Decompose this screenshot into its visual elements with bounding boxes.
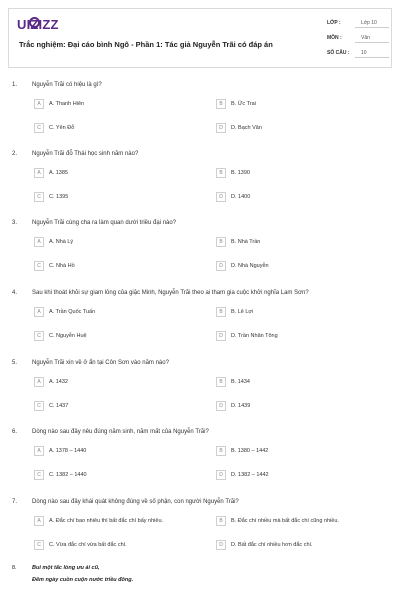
logo-q-icon xyxy=(29,17,40,28)
option-letter-box: D xyxy=(216,123,226,133)
question-5: 5. Nguyễn Trãi xin về ở ẩn tại Côn Sơn vào năm nào? A A. 1432 B B. 1434 C C. 1437 D D. 1439 xyxy=(12,358,392,412)
question-text: Sau khi thoát khỏi sự giam lỏng của giặc Minh, Nguyễn Trãi theo ai tham gia cuộc khởi nghĩa Lam Sơn? xyxy=(32,290,309,296)
option-letter-box: B xyxy=(216,307,226,317)
option-d[interactable]: D D. Bất đắc chí nhiều hơn đắc chí. xyxy=(216,539,380,551)
question-6: 6. Dòng nào sau đây nêu đúng năm sinh, năm mất của Nguyễn Trãi? A A. 1378 – 1440 B B. 1380 – 1442 C C. 1382 – 1440 D D. 1382 – 1442 xyxy=(12,427,392,481)
option-letter-box: D xyxy=(216,261,226,271)
option-letter-box: A xyxy=(34,307,44,317)
option-d[interactable]: D D. 1400 xyxy=(216,191,380,203)
option-c[interactable]: C C. 1437 xyxy=(34,400,216,412)
option-a[interactable]: A A. 1378 – 1440 xyxy=(34,445,216,457)
option-a[interactable]: A A. Thanh Hiên xyxy=(34,98,216,110)
option-letter-box: A xyxy=(34,237,44,247)
option-c[interactable]: C C. Yên Đỗ xyxy=(34,122,216,134)
option-letter-box: C xyxy=(34,331,44,341)
option-b[interactable]: B B. Đắc chí nhiều mà bất đắc chí cũng nhiều. xyxy=(216,515,380,527)
option-b[interactable]: B B. Lê Lợi xyxy=(216,306,380,318)
option-b[interactable]: B B. 1434 xyxy=(216,376,380,388)
option-letter-box: C xyxy=(34,192,44,202)
option-a[interactable]: A A. Nhà Lý xyxy=(34,236,216,248)
option-d[interactable]: D D. Bạch Vân xyxy=(216,122,380,134)
option-b[interactable]: B B. 1380 – 1442 xyxy=(216,445,380,457)
meta-class: LỚP : Lớp 10 xyxy=(327,17,389,29)
option-letter-box: D xyxy=(216,331,226,341)
option-a[interactable]: A A. 1432 xyxy=(34,376,216,388)
question-2: 2. Nguyễn Trãi đỗ Thái học sinh năm nào? A A. 1385 B B. 1390 C C. 1395 D D. 1400 xyxy=(12,149,392,203)
meta-question-count: SỐ CÂU : 10 xyxy=(327,47,389,59)
question-7: 7. Dòng nào sau đây khái quát không đúng về số phận, con người Nguyễn Trãi? A A. Đắc chí bao nhiêu thì bất đắc chí bấy nhiêu. B B. Đắc chí nhiều mà bất đắc chí cũng nhiều. C C. Vừa đắc chí vừa bất đắc chí. D D. Bất đắc chí nhiều hơn đắc chí. xyxy=(12,497,392,551)
option-letter-box: A xyxy=(34,168,44,178)
option-a[interactable]: A A. Đắc chí bao nhiêu thì bất đắc chí bấy nhiêu. xyxy=(34,515,216,527)
option-letter-box: C xyxy=(34,401,44,411)
question-text: Dòng nào sau đây khái quát không đúng về số phận, con người Nguyễn Trãi? xyxy=(32,499,239,505)
option-c[interactable]: C C. Nguyễn Huệ xyxy=(34,330,216,342)
option-d[interactable]: D D. Nhà Nguyễn xyxy=(216,260,380,272)
poem-line-2: Đêm ngày cuồn cuộn nước triều đông. xyxy=(32,577,134,583)
option-letter-box: A xyxy=(34,446,44,456)
option-letter-box: B xyxy=(216,237,226,247)
question-text: Nguyễn Trãi có hiệu là gì? xyxy=(32,82,102,88)
option-b[interactable]: B B. Ức Trai xyxy=(216,98,380,110)
question-text: Nguyễn Trãi đỗ Thái học sinh năm nào? xyxy=(32,151,139,157)
option-letter-box: B xyxy=(216,377,226,387)
option-d[interactable]: D D. Trần Nhân Tông xyxy=(216,330,380,342)
option-a[interactable]: A A. 1385 xyxy=(34,167,216,179)
option-c[interactable]: C C. 1382 – 1440 xyxy=(34,469,216,481)
question-1: 1. Nguyễn Trãi có hiệu là gì? A A. Thanh Hiên B B. Ức Trai C C. Yên Đỗ D D. Bạch Vân xyxy=(12,80,392,134)
worksheet-title: Trắc nghiệm: Đại cáo bình Ngô - Phần 1: Tác giả Nguyễn Trãi có đáp án xyxy=(19,40,273,49)
option-letter-box: A xyxy=(34,377,44,387)
question-3: 3. Nguyễn Trãi cùng cha ra làm quan dưới triều đại nào? A A. Nhà Lý B B. Nhà Trần C C. Nhà Hồ D D. Nhà Nguyễn xyxy=(12,218,392,272)
option-letter-box: C xyxy=(34,123,44,133)
option-letter-box: C xyxy=(34,470,44,480)
quizizz-logo: UIZIZZ xyxy=(17,17,59,32)
option-letter-box: A xyxy=(34,99,44,109)
option-letter-box: B xyxy=(216,99,226,109)
poem-line-1: 8. Bui một tấc lòng ưu ái cũ, xyxy=(12,565,100,571)
option-letter-box: B xyxy=(216,446,226,456)
option-d[interactable]: D D. 1382 – 1442 xyxy=(216,469,380,481)
question-text: Dòng nào sau đây nêu đúng năm sinh, năm mất của Nguyễn Trãi? xyxy=(32,429,209,435)
option-letter-box: D xyxy=(216,470,226,480)
option-letter-box: D xyxy=(216,540,226,550)
option-letter-box: D xyxy=(216,401,226,411)
option-c[interactable]: C C. Vừa đắc chí vừa bất đắc chí. xyxy=(34,539,216,551)
option-c[interactable]: C C. Nhà Hồ xyxy=(34,260,216,272)
option-letter-box: B xyxy=(216,516,226,526)
option-a[interactable]: A A. Trần Quốc Tuấn xyxy=(34,306,216,318)
option-b[interactable]: B B. 1390 xyxy=(216,167,380,179)
option-b[interactable]: B B. Nhà Trần xyxy=(216,236,380,248)
question-4: 4. Sau khi thoát khỏi sự giam lỏng của giặc Minh, Nguyễn Trãi theo ai tham gia cuộc khởi nghĩa Lam Sơn? A A. Trần Quốc Tuấn B B. Lê Lợi C C. Nguyễn Huệ D D. Trần Nhân Tông xyxy=(12,288,392,342)
meta-subject: MÔN : Văn xyxy=(327,32,389,44)
option-letter-box: C xyxy=(34,261,44,271)
question-text: Nguyễn Trãi xin về ở ẩn tại Côn Sơn vào năm nào? xyxy=(32,360,169,366)
meta-panel xyxy=(327,17,389,62)
option-d[interactable]: D D. 1439 xyxy=(216,400,380,412)
worksheet-header xyxy=(8,8,392,68)
option-c[interactable]: C C. 1395 xyxy=(34,191,216,203)
option-letter-box: C xyxy=(34,540,44,550)
question-text: Nguyễn Trãi cùng cha ra làm quan dưới triều đại nào? xyxy=(32,220,177,226)
option-letter-box: A xyxy=(34,516,44,526)
option-letter-box: B xyxy=(216,168,226,178)
question-8 xyxy=(12,565,392,589)
option-letter-box: D xyxy=(216,192,226,202)
